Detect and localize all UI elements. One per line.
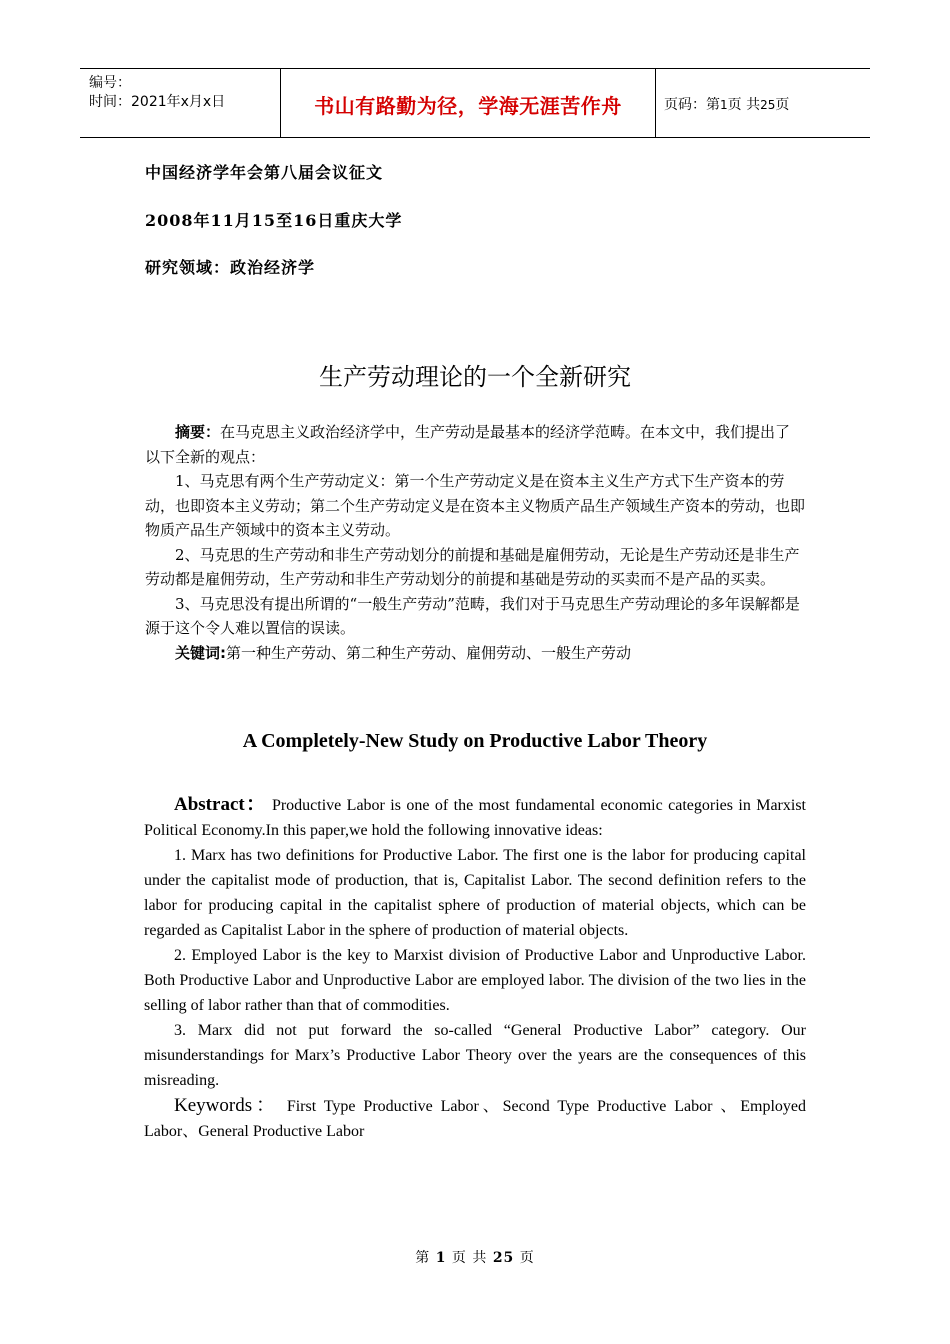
- en-keywords-label: Keywords：: [174, 1095, 279, 1116]
- cn-keywords: 关键词:第一种生产劳动、第二种生产劳动、雇佣劳动、一般生产劳动: [175, 643, 632, 662]
- page-footer: 第 1 页 共 25 页: [415, 1250, 535, 1266]
- page-header: [80, 68, 870, 138]
- en-point-2: 2. Employed Labor is the key to Marxist division of Productive Labor and Unproductive Labor. Both Productive Labor and Unproductive Labor are employed labor. The division of the two lies in the selling of labor rather than that of commodities.: [144, 947, 806, 1014]
- header-info-cell: [80, 69, 280, 137]
- date-place-line: 2008年11月15至16日重庆大学: [145, 211, 403, 230]
- cn-keywords-label: 关键词:: [175, 643, 226, 662]
- chinese-title: 生产劳动理论的一个全新研究: [319, 363, 631, 391]
- cn-point-3: 3、马克思没有提出所谓的“一般生产劳动”范畴，我们对于马克思生产劳动理论的多年误解都是源于这个令人难以置信的误读。: [145, 594, 800, 637]
- cn-abstract-label: 摘要：: [175, 423, 221, 441]
- en-abstract-paragraph: Abstract： Productive Labor is one of the most fundamental economic categories in Marxist Political Economy.In this paper,we hold the following innovative ideas:: [144, 794, 807, 839]
- research-field-line: 研究领域：政治经济学: [145, 258, 316, 277]
- cn-point-2: 2、马克思的生产劳动和非生产劳动划分的前提和基础是雇佣劳动，无论是生产劳动还是非生产劳动都是雇佣劳动，生产劳动和非生产劳动划分的前提和基础是劳动的买卖而不是产品的买卖。: [145, 545, 800, 588]
- english-abstract: [144, 792, 806, 1144]
- english-title: A Completely-New Study on Productive Labor Theory: [242, 730, 708, 752]
- conference-line: 中国经济学年会第八届会议征文: [145, 163, 384, 182]
- header-motto-cell: [280, 69, 656, 137]
- en-point-1: 1. Marx has two definitions for Productive Labor. The first one is the labor for producing capital under the capitalist mode of production, that is, Capitalist Labor. The second definition refers to the labor for producing capital in the capitalist sphere of production of material objects, which can be regarded as Capitalist Labor in the sphere of production of material objects.: [144, 847, 806, 939]
- header-page-cell: [655, 69, 870, 137]
- document-time: 时间：2021年x月x日: [89, 94, 226, 110]
- en-keywords: Keywords： First Type Productive Labor、Second Type Productive Labor 、Employed Labor、General Productive Labor: [144, 1095, 806, 1140]
- en-point-3: 3. Marx did not put forward the so-called “General Productive Labor” category. Our misunderstandings for Marx’s Productive Labor Theory over the years are the consequences of this misreading.: [144, 1022, 806, 1089]
- cn-point-1: 1、马克思有两个生产劳动定义：第一个生产劳动定义是在资本主义生产方式下生产资本的劳动，也即资本主义劳动；第二个生产劳动定义是在资本主义物质产品生产领域生产资本的劳动，也即物质产品生产领域中的资本主义劳动。: [145, 472, 806, 539]
- header-motto: 书山有路勤为径，学海无涯苦作舟: [314, 94, 622, 118]
- chinese-abstract: [145, 420, 805, 665]
- cn-abstract-paragraph: 摘要：在马克思主义政治经济学中，生产劳动是最基本的经济学范畴。在本文中，我们提出了以下全新的观点：: [145, 423, 791, 466]
- header-page-number: 页码：第1页 共25页: [664, 97, 790, 113]
- en-abstract-label: Abstract：: [174, 794, 267, 815]
- document-number: 编号：: [89, 75, 131, 91]
